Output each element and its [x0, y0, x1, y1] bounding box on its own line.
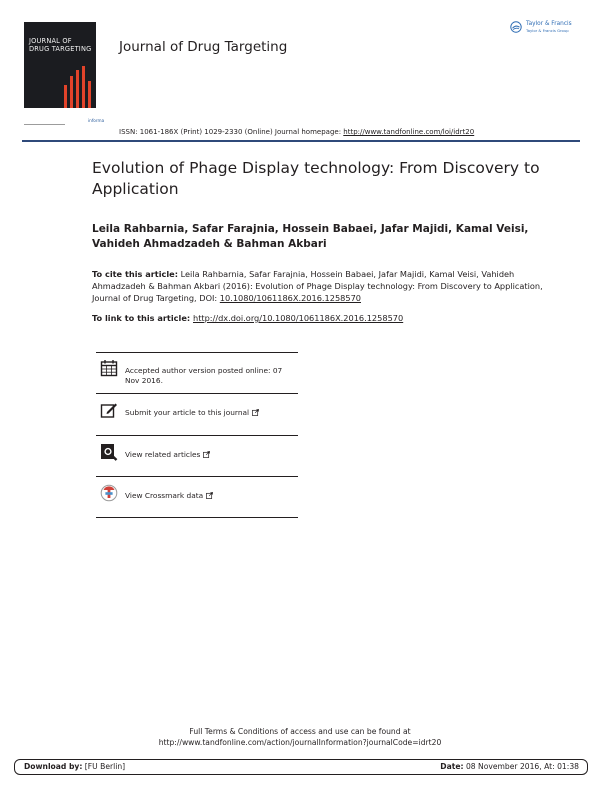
- taylor-francis-logo[interactable]: [510, 17, 586, 37]
- journal-cover: [24, 22, 96, 108]
- related-articles-label: [125, 450, 210, 460]
- issn-line: [119, 128, 474, 136]
- cover-bar: [64, 85, 67, 108]
- external-link-icon: [203, 451, 210, 458]
- issn-text: ISSN: 1061-186X (Print) 1029-2330 (Online) Journal homepage:: [119, 128, 344, 136]
- crossmark-label: [125, 491, 213, 501]
- crossmark-item[interactable]: [96, 476, 298, 518]
- submit-article-text: Submit your article to this journal: [125, 408, 250, 417]
- tf-logo-name: Taylor & Francis: [526, 21, 572, 27]
- cover-bar: [76, 70, 79, 108]
- terms-notice: [0, 727, 600, 748]
- article-authors: Leila Rahbarnia, Safar Farajnia, Hossein Babaei, Jafar Majidi, Kamal Veisi, Vahideh Ahmadzadeh & Bahman Akbari: [92, 223, 529, 250]
- article-link-label: To link to this article:: [92, 313, 193, 323]
- citation-label: To cite this article:: [92, 269, 178, 279]
- cover-bar: [88, 81, 91, 108]
- download-date-label: Date:: [440, 762, 464, 771]
- citation-doi-link[interactable]: 10.1080/1061186X.2016.1258570: [219, 292, 361, 303]
- tf-logo-icon: [510, 21, 522, 33]
- crossmark-icon: [100, 484, 118, 502]
- related-articles-text: View related articles: [125, 450, 201, 459]
- crossmark-text: View Crossmark data: [125, 491, 204, 500]
- cover-bar: [70, 76, 73, 108]
- article-link-block: [92, 313, 562, 324]
- cover-bar: [82, 66, 85, 108]
- accepted-version-label: Accepted author version posted online: 07 Nov 2016.: [125, 366, 283, 385]
- calendar-icon: [100, 359, 118, 377]
- journal-title: Journal of Drug Targeting: [119, 39, 288, 55]
- cover-title: JOURNAL OF DRUG TARGETING: [29, 37, 92, 53]
- download-date-value: 08 November 2016, At: 01:38: [463, 762, 579, 771]
- article-title: Evolution of Phage Display technology: From Discovery to Application: [92, 159, 540, 198]
- terms-line-1: Full Terms & Conditions of access and use can be found at: [189, 727, 411, 736]
- citation-block: [92, 269, 562, 304]
- downloaded-by-label: Download by:: [24, 762, 83, 771]
- downloaded-by-value: [FU Berlin]: [82, 762, 126, 771]
- search-document-icon: [100, 443, 118, 461]
- related-articles-item[interactable]: [96, 435, 298, 476]
- download-footer: [14, 759, 588, 775]
- informa-logo: informa: [88, 118, 105, 123]
- submit-article-label: [125, 408, 259, 418]
- citation-text: Leila Rahbarnia, Safar Farajnia, Hossein Babaei, Jafar Majidi, Kamal Veisi, Vahideh Ahmadzadeh & Bahman Akbari (2016): Evolution of Phage Display technology: From Discovery to Application, Journal of Drug Targeting, DOI:: [92, 269, 543, 303]
- external-link-icon: [252, 409, 259, 416]
- publisher-strip: [24, 124, 65, 125]
- download-date: [440, 762, 579, 771]
- article-actions: [96, 352, 298, 518]
- tf-logo-subtitle: Taylor & Francis Group: [526, 28, 569, 33]
- journal-homepage-link[interactable]: http://www.tandfonline.com/loi/idrt20: [343, 128, 475, 136]
- cover-bars: [64, 66, 92, 108]
- edit-icon: [100, 401, 118, 419]
- submit-article-item[interactable]: [96, 393, 298, 435]
- terms-url[interactable]: http://www.tandfonline.com/action/journalInformation?journalCode=idrt20: [158, 737, 442, 747]
- accepted-version-item: [96, 352, 298, 393]
- downloaded-by: [24, 762, 125, 771]
- external-link-icon: [206, 492, 213, 499]
- header-rule: [22, 140, 580, 142]
- article-doi-url[interactable]: http://dx.doi.org/10.1080/1061186X.2016.1258570: [193, 313, 404, 323]
